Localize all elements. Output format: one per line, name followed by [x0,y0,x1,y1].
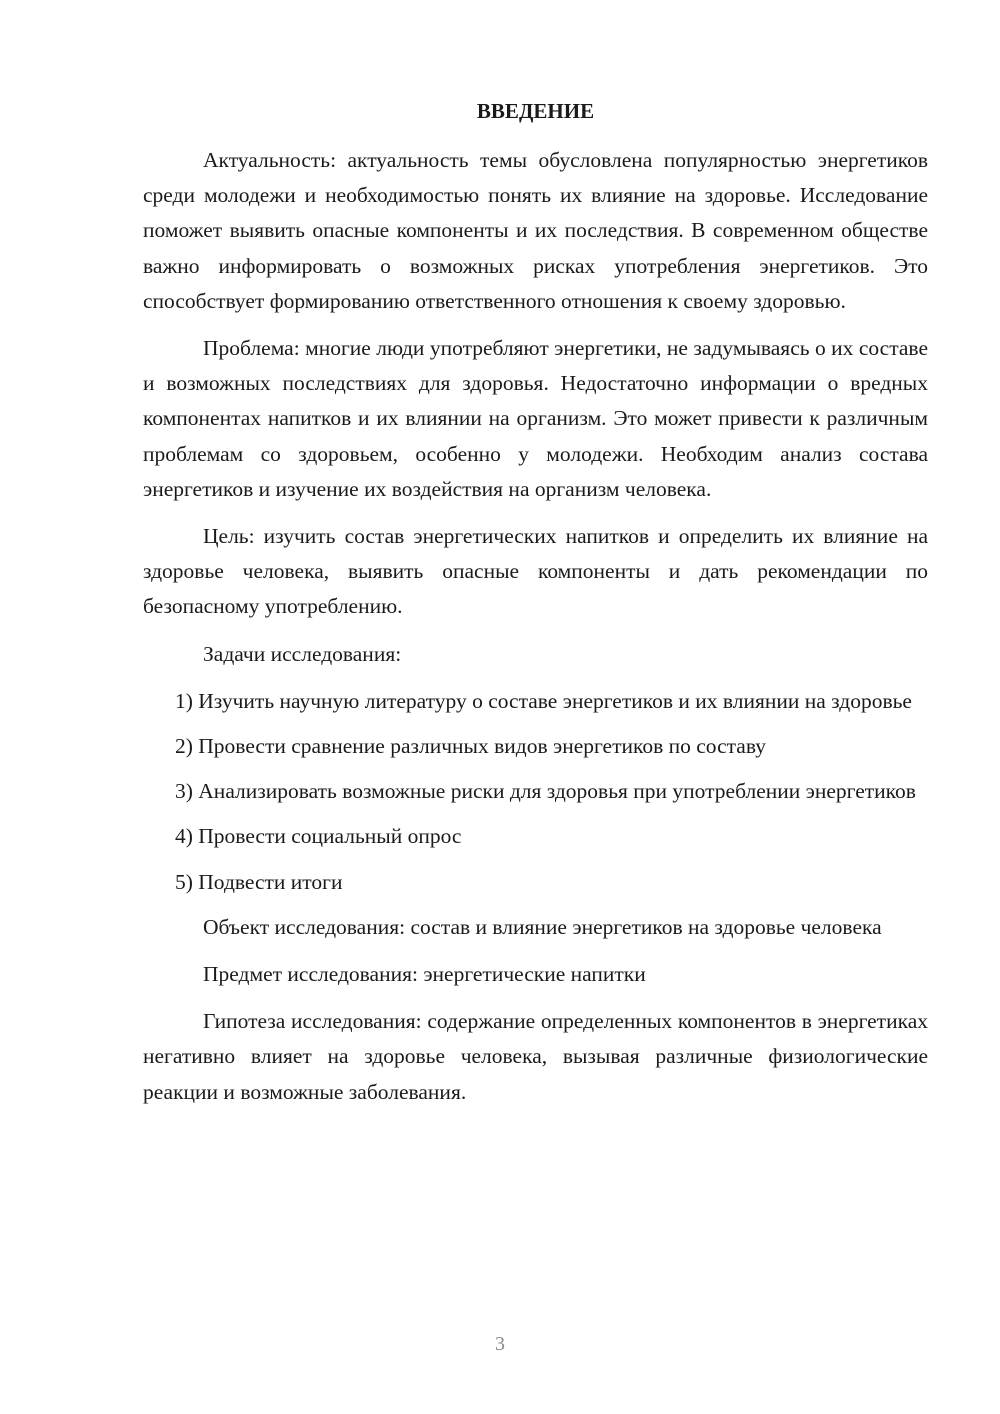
task-item-5: 5) Подвести итоги [175,869,343,894]
paragraph-object: Объект исследования: состав и влияние энергетиков на здоровье человека [203,914,882,939]
paragraph-problem: Проблема: многие люди употребляют энергетики, не задумываясь о их составе и возможных последствиях для здоровья. Недостаточно информации о вредных компонентах напитков и их влиянии на организм. Это может привести к различным проблемам со здоровьем, особенно у молодежи. Необходим анализ состава энергетиков и изучение их воздействия на организм человека. [143,336,928,501]
task-item-3: 3) Анализировать возможные риски для здоровья при употреблении энергетиков [175,779,916,804]
task-item-1: 1) Изучить научную литературу о составе энергетиков и их влиянии на здоровье [175,688,912,713]
paragraph-subject: Предмет исследования: энергетические напитки [203,962,646,987]
task-item-2: 2) Провести сравнение различных видов энергетиков по составу [175,734,766,759]
paragraph-hypothesis: Гипотеза исследования: содержание определенных компонентов в энергетиках негативно влияет на здоровье человека, вызывая различные физиологические реакции и возможные заболевания. [143,1009,928,1104]
paragraph-goal: Цель: изучить состав энергетических напитков и определить их влияние на здоровье человека, выявить опасные компоненты и дать рекомендации по безопасному употреблению. [143,524,928,619]
document-body [143,143,928,1122]
paragraph-relevance: Актуальность: актуальность темы обусловлена популярностью энергетиков среди молодежи и необходимостью понять их влияние на здоровье. Исследование поможет выявить опасные компоненты и их последствия. В современном обществе важно информировать о возможных рисках употребления энергетиков. Это способствует формированию ответственного отношения к своему здоровью. [143,148,928,313]
tasks-heading: Задачи исследования: [203,641,402,666]
task-item-4: 4) Провести социальный опрос [175,824,462,849]
page-title: ВВЕДЕНИЕ [476,99,595,123]
page-number: 3 [495,1333,505,1355]
